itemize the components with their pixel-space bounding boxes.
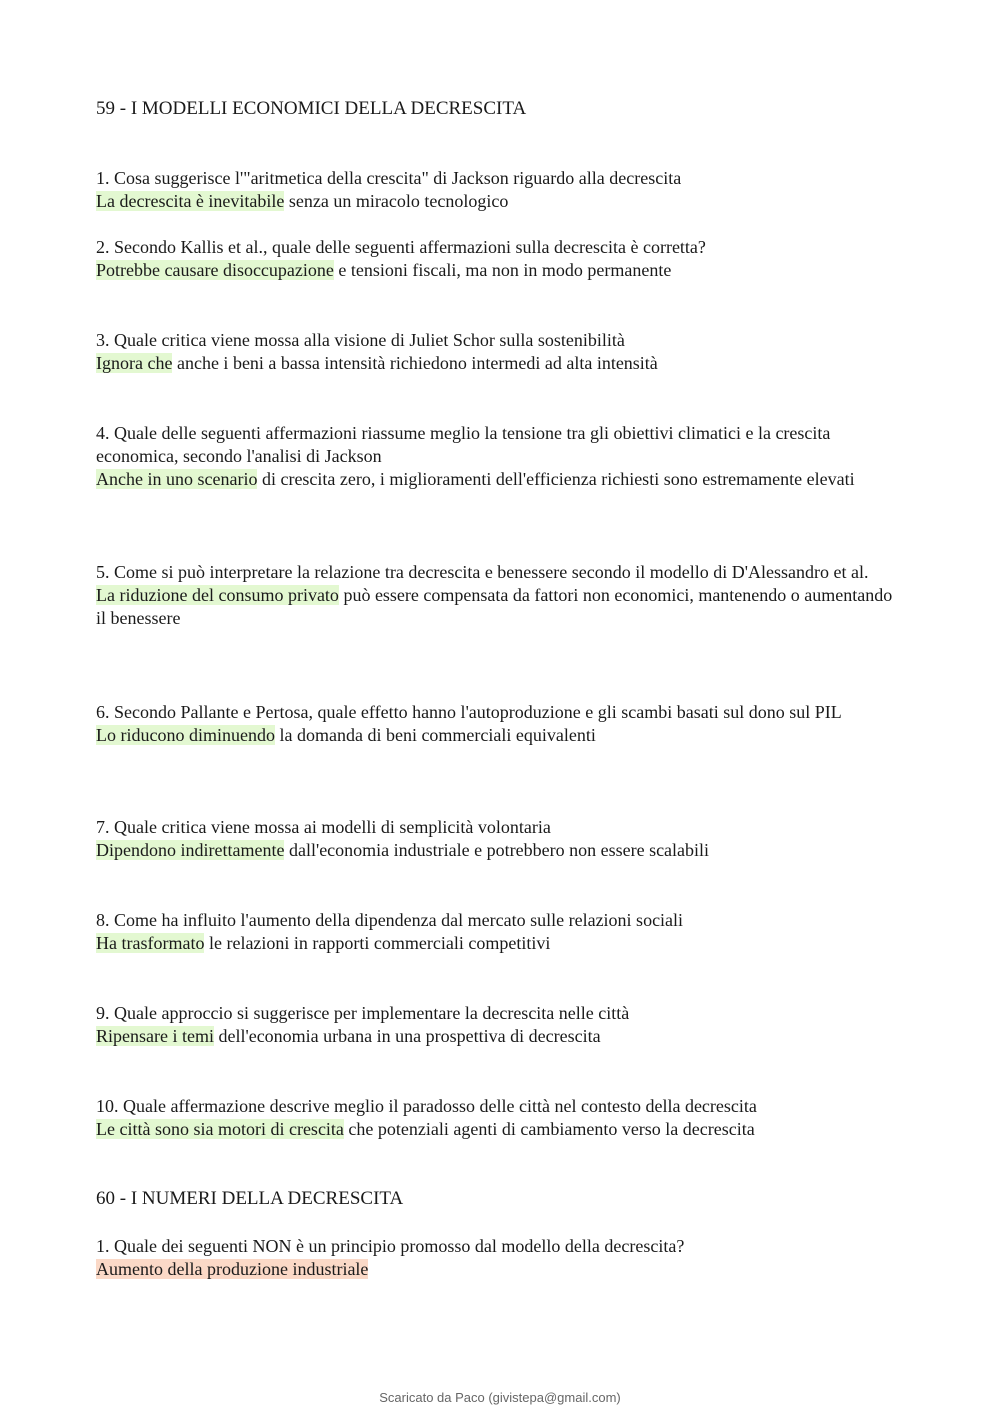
answer-text (96, 932, 906, 955)
answer-highlight: Lo riducono diminuendo (96, 725, 275, 745)
question-item (96, 909, 906, 955)
answer-highlight: Ha trasformato (96, 933, 205, 953)
answer-rest: di crescita zero, i miglioramenti dell'efficienza richiesti sono estremamente elevati (257, 469, 855, 489)
answer-text (96, 352, 906, 375)
section-title: 60 - I NUMERI DELLA DECRESCITA (96, 1188, 404, 1209)
answer-rest: dall'economia industriale e potrebbero non essere scalabili (284, 840, 710, 860)
answer-highlight: La riduzione del consumo privato (96, 585, 339, 605)
question-text: 6. Secondo Pallante e Pertosa, quale effetto hanno l'autoproduzione e gli scambi basati sul dono sul PIL (96, 702, 842, 722)
answer-rest: anche i beni a bassa intensità richiedono intermedi ad alta intensità (172, 353, 658, 373)
answer-text (96, 584, 906, 630)
question-text: 2. Secondo Kallis et al., quale delle seguenti affermazioni sulla decrescita è corretta? (96, 237, 706, 257)
answer-rest: e tensioni fiscali, ma non in modo permanente (333, 260, 672, 280)
answer-highlight: Anche in uno scenario (96, 469, 258, 489)
question-text: 3. Quale critica viene mossa alla visione di Juliet Schor sulla sostenibilità (96, 330, 625, 350)
question-text: 5. Come si può interpretare la relazione tra decrescita e benessere secondo il modello di D'Alessandro et al. (96, 562, 869, 582)
answer-highlight: Potrebbe causare disoccupazione (96, 260, 334, 280)
answer-highlight: Ripensare i temi (96, 1026, 214, 1046)
answer-rest: dell'economia urbana in una prospettiva di decrescita (213, 1026, 601, 1046)
answer-text (96, 724, 906, 747)
answer-highlight: Aumento della produzione industriale (96, 1259, 369, 1279)
question-item (96, 1095, 906, 1141)
answer-text (96, 468, 906, 491)
question-item (96, 1002, 906, 1048)
question-text: 1. Cosa suggerisce l'"aritmetica della crescita" di Jackson riguardo alla decrescita (96, 168, 682, 188)
question-text: 7. Quale critica viene mossa ai modelli di semplicità volontaria (96, 817, 551, 837)
answer-rest: può essere compensata da fattori non economici, mantenendo o aumentando il benessere (96, 585, 893, 628)
question-item (96, 422, 906, 491)
answer-rest: la domanda di beni commerciali equivalenti (274, 725, 596, 745)
question-item (96, 329, 906, 375)
answer-rest: le relazioni in rapporti commerciali competitivi (204, 933, 551, 953)
answer-text (96, 190, 906, 213)
answer-text (96, 1258, 906, 1281)
answer-highlight: Ignora che (96, 353, 173, 373)
answer-rest: che potenziali agenti di cambiamento verso la decrescita (343, 1119, 755, 1139)
answer-text (96, 1025, 906, 1048)
answer-rest: senza un miracolo tecnologico (284, 191, 509, 211)
answer-text (96, 259, 906, 282)
answer-highlight: Le città sono sia motori di crescita (96, 1119, 344, 1139)
question-item (96, 1235, 906, 1281)
question-text: 4. Quale delle seguenti affermazioni riassume meglio la tensione tra gli obiettivi climatici e la crescita economica, secondo l'analisi di Jackson (96, 423, 831, 466)
question-item (96, 816, 906, 862)
question-text: 10. Quale affermazione descrive meglio il paradosso delle città nel contesto della decrescita (96, 1096, 757, 1116)
question-item (96, 236, 906, 282)
question-item (96, 167, 906, 213)
question-text: 8. Come ha influito l'aumento della dipendenza dal mercato sulle relazioni sociali (96, 910, 684, 930)
answer-highlight: La decrescita è inevitabile (96, 191, 285, 211)
section-title: 59 - I MODELLI ECONOMICI DELLA DECRESCITA (96, 98, 527, 119)
question-text: 1. Quale dei seguenti NON è un principio promosso dal modello della decrescita? (96, 1236, 685, 1256)
question-item (96, 561, 906, 630)
answer-text (96, 1118, 906, 1141)
answer-text (96, 839, 906, 862)
answer-highlight: Dipendono indirettamente (96, 840, 285, 860)
question-item (96, 701, 906, 747)
page-footer: Scaricato da Paco (givistepa@gmail.com) (379, 1390, 621, 1405)
question-text: 9. Quale approccio si suggerisce per implementare la decrescita nelle città (96, 1003, 630, 1023)
